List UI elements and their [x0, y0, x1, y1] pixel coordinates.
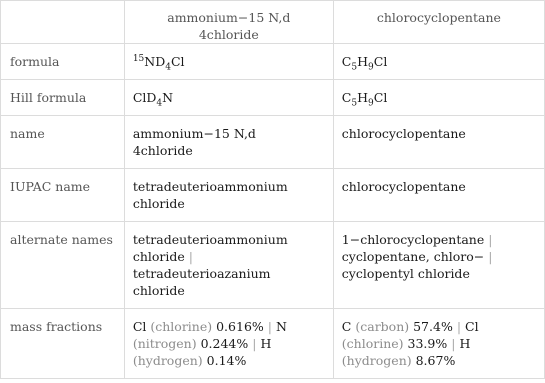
mass-percent: 57.4%	[413, 319, 453, 334]
separator: |	[451, 336, 456, 351]
alt-name-part: chloride	[132, 249, 185, 264]
row-label-iupac: IUPAC name	[1, 169, 125, 222]
mass-percent: 8.67%	[415, 353, 456, 368]
alt-name-part: tetradeuterioammonium	[132, 232, 288, 247]
formula-part: ND	[144, 54, 166, 69]
separator: |	[267, 319, 272, 334]
formula-part: N	[162, 90, 174, 105]
mass-percent: 0.14%	[206, 353, 247, 368]
iupac-ammonium	[124, 169, 333, 222]
mass-ammonium	[124, 309, 333, 379]
header-row	[1, 1, 545, 44]
row-label-mass: mass fractions	[1, 309, 125, 379]
alt-name-part: cyclopentyl chloride	[341, 266, 470, 281]
formula-part: ClD	[132, 90, 157, 105]
name-chlorocyclopentane: chlorocyclopentane	[333, 116, 544, 169]
formula-sub: 9	[368, 62, 374, 73]
name-ammonium	[124, 116, 333, 169]
formula-sub: 5	[351, 62, 358, 73]
header-corner-cell	[1, 1, 125, 44]
alt-chlorocyclopentane	[333, 222, 544, 309]
element-symbol: H	[459, 336, 471, 351]
row-label-name: name	[1, 116, 125, 169]
formula-sub: 5	[351, 98, 358, 109]
formula-part: C	[341, 54, 352, 69]
formula-sub: 9	[368, 98, 374, 109]
alt-ammonium	[124, 222, 333, 309]
element-name: (hydrogen)	[341, 353, 412, 368]
element-name: (hydrogen)	[132, 353, 203, 368]
header-col-chlorocyclopentane	[333, 1, 544, 44]
header-col1-line2: 4chloride	[198, 27, 259, 42]
iupac-line2: chloride	[132, 196, 185, 211]
separator: |	[188, 249, 193, 264]
alt-name-part: 1−chlorocyclopentane	[341, 232, 485, 247]
row-mass-fractions	[1, 309, 545, 379]
element-name: (chlorine)	[150, 319, 213, 334]
row-label-formula: formula	[1, 44, 125, 80]
element-name: (chlorine)	[341, 336, 404, 351]
row-alternate-names	[1, 222, 545, 309]
formula-ammonium	[124, 44, 333, 80]
header-col-ammonium	[124, 1, 333, 44]
row-formula	[1, 44, 545, 80]
mass-percent: 0.616%	[216, 319, 264, 334]
row-label-hill: Hill formula	[1, 80, 125, 116]
mass-percent: 0.244%	[200, 336, 249, 351]
formula-part: Cl	[373, 90, 388, 105]
header-col2-text: chlorocyclopentane	[376, 10, 501, 25]
row-label-alternate: alternate names	[1, 222, 125, 309]
element-symbol: C	[341, 319, 352, 334]
hill-chlorocyclopentane	[333, 80, 544, 116]
formula-part: C	[341, 90, 352, 105]
formula-chlorocyclopentane	[333, 44, 544, 80]
alt-name-part: cyclopentane, chloro−	[341, 249, 485, 264]
isotope-sup: 15	[132, 53, 145, 64]
element-name: (carbon)	[355, 319, 410, 334]
formula-part: Cl	[373, 54, 388, 69]
formula-part: H	[357, 90, 369, 105]
name-line2: 4chloride	[132, 143, 193, 158]
element-symbol: Cl	[132, 319, 147, 334]
separator: |	[488, 249, 493, 264]
formula-part: Cl	[170, 54, 185, 69]
iupac-line1: tetradeuterioammonium	[132, 179, 288, 194]
mass-chlorocyclopentane	[333, 309, 544, 379]
iupac-chlorocyclopentane: chlorocyclopentane	[333, 169, 544, 222]
alt-name-part: tetradeuterioazanium	[132, 266, 271, 281]
formula-part: H	[357, 54, 369, 69]
element-symbol: H	[260, 336, 272, 351]
separator: |	[252, 336, 257, 351]
row-name	[1, 116, 545, 169]
element-symbol: Cl	[465, 319, 479, 334]
alt-name-part: chloride	[132, 283, 185, 298]
mass-percent: 33.9%	[407, 336, 448, 351]
name-line1: ammonium−15 N,d	[132, 126, 256, 141]
row-iupac-name	[1, 169, 545, 222]
element-symbol: N	[276, 319, 287, 334]
header-col1-line1: ammonium−15 N,d	[167, 10, 291, 25]
element-name: (nitrogen)	[132, 336, 197, 351]
formula-sub: 4	[165, 62, 171, 73]
separator: |	[456, 319, 462, 334]
separator: |	[488, 232, 493, 247]
hill-ammonium	[124, 80, 333, 116]
formula-sub: 4	[156, 98, 163, 109]
row-hill-formula	[1, 80, 545, 116]
